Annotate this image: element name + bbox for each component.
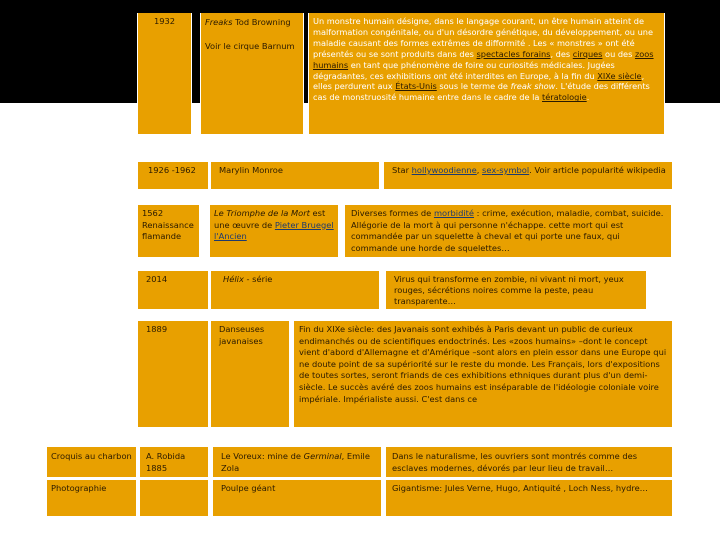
desc-text: , des [550,48,573,59]
link-xixe-siecle[interactable]: XIXe siècle [597,70,642,81]
category-cell [46,447,137,477]
work-cell [210,271,380,309]
category-text: Croquis au charbon [51,451,132,461]
desc-text: Fin du XIXe siècle: des Javanais sont exhibés à Paris devant un public de curieux endimanchés ou de scientifiques endoctrinés. Les «zoos humains» –dont le concept vient d'abord d'Allemagne et d'Amérique –sont alors en plein essor dans une Europe qui ne doute point de sa supériorité sur le reste du monde. Les Français, lors d'expositions de toutes sortes, seront friands de ces exhibitions ethniques durant plus d'un demi-siècle. Le succès avéré des zoos humains est inséparable de l'idéologie coloniale voire impériale. Impérialiste aussi. C'est dans ce [299,324,667,404]
work-title: Hélix [223,274,244,284]
desc-text: ou des [602,48,635,59]
description-cell [383,162,673,189]
work-text: Marylin Monroe [219,165,283,175]
year-cell [139,480,209,516]
desc-text: Virus qui transforme en zombie, ni vivant ni mort, yeux rouges, sécrétions noires comme la peste, peau transparente… [394,274,624,307]
work-cell [212,447,382,477]
desc-text: Gigantisme: Jules Verne, Hugo, Antiquité , Loch Ness, hydre… [392,483,648,493]
desc-text: Un monstre humain désigne, dans le langage courant, un être humain atteint de malformation congénitale, ou d'un désordre génétique, du développement, ou une maladie causant des formes extrêmes de difformité . Les « monstres » ont été présentés ou se sont produits dans des [313,16,654,59]
desc-italic: freak show [510,81,556,92]
work-title: Germinal [303,451,342,461]
desc-text: , [476,165,483,175]
link-cirques[interactable]: cirques [572,48,603,59]
year-text: 1926 -1962 [148,165,196,175]
work-cell [210,162,380,189]
desc-text: . [586,92,590,103]
link-sex-symbol[interactable]: sex-symbol [482,165,530,175]
year-text: 1562 Renaissance flamande [142,208,194,241]
year-cell [137,13,192,134]
desc-text: Star [392,165,412,175]
work-author: Tod Browning [232,17,291,27]
description-cell [308,13,665,134]
description-cell [385,271,647,309]
work-cell [209,205,339,257]
work-cell [210,321,290,427]
desc-text: . Voir article popularité wikipedia [529,165,666,175]
description-cell [385,480,673,516]
work-cell [200,13,304,134]
desc-text: Dans le naturalisme, les ouvriers sont montrés comme des esclaves modernes, dévorés par leur lieu de travail… [392,451,638,473]
work-title: Freaks [205,17,233,27]
work-title: Le Triomphe de la Mort [214,208,310,218]
year-text: 1889 [146,324,168,334]
desc-text: sous le terme de [436,81,511,92]
year-cell [137,271,209,309]
link-etats-unis[interactable]: États-Unis [395,81,437,92]
link-pieter-bruegel[interactable]: Pieter Bruegel l'Ancien [214,219,334,241]
year-text: 1932 [153,16,176,26]
year-cell [137,162,209,189]
work-text: Poulpe géant [221,483,276,493]
link-teratologie[interactable]: tératologie [542,92,587,103]
desc-text: Diverses formes de [351,208,434,218]
link-morbidite[interactable]: morbidité [433,208,475,218]
description-cell [385,447,673,477]
work-note: Voir le cirque Barnum [205,40,295,51]
year-cell [137,205,200,257]
work-text: , Emile Zola [221,451,370,473]
year-cell [137,321,209,427]
work-text: Le Voreux: mine de [221,451,304,461]
category-cell [46,480,137,516]
year-cell [139,447,209,477]
link-spectacles-forains[interactable]: spectacles forains [476,48,551,59]
work-text: est une œuvre de [214,208,326,230]
desc-text: : crime, exécution, maladie, combat, suicide. Allégorie de la mort à qui personne n'échappe. cette mort qui est commandée par un squelette à cheval et qui porte une faux, qui commande une horde de squelettes… [351,208,664,253]
year-text: 2014 [146,274,168,284]
work-text: Danseuses javanaises [219,324,265,346]
desc-text: , elles perdurent aux [313,70,645,92]
work-cell [212,480,382,516]
link-hollywoodienne[interactable]: hollywoodienne [411,165,477,175]
category-text: Photographie [51,483,107,493]
year-text: A. Robida 1885 [146,451,186,473]
description-cell [344,205,672,257]
work-text: - série [243,274,273,284]
link-zoos-humains[interactable]: zoos humains [313,48,654,70]
desc-text: . L'étude des différents cas de monstruosité humaine entre dans le cadre de la [313,81,650,103]
description-cell [293,321,673,427]
desc-text: en tant que phénomène de foire ou curiosités médicales. Jugées dégradantes, ces exhibitions ont été interdites en Europe, à la fin du [313,59,615,81]
